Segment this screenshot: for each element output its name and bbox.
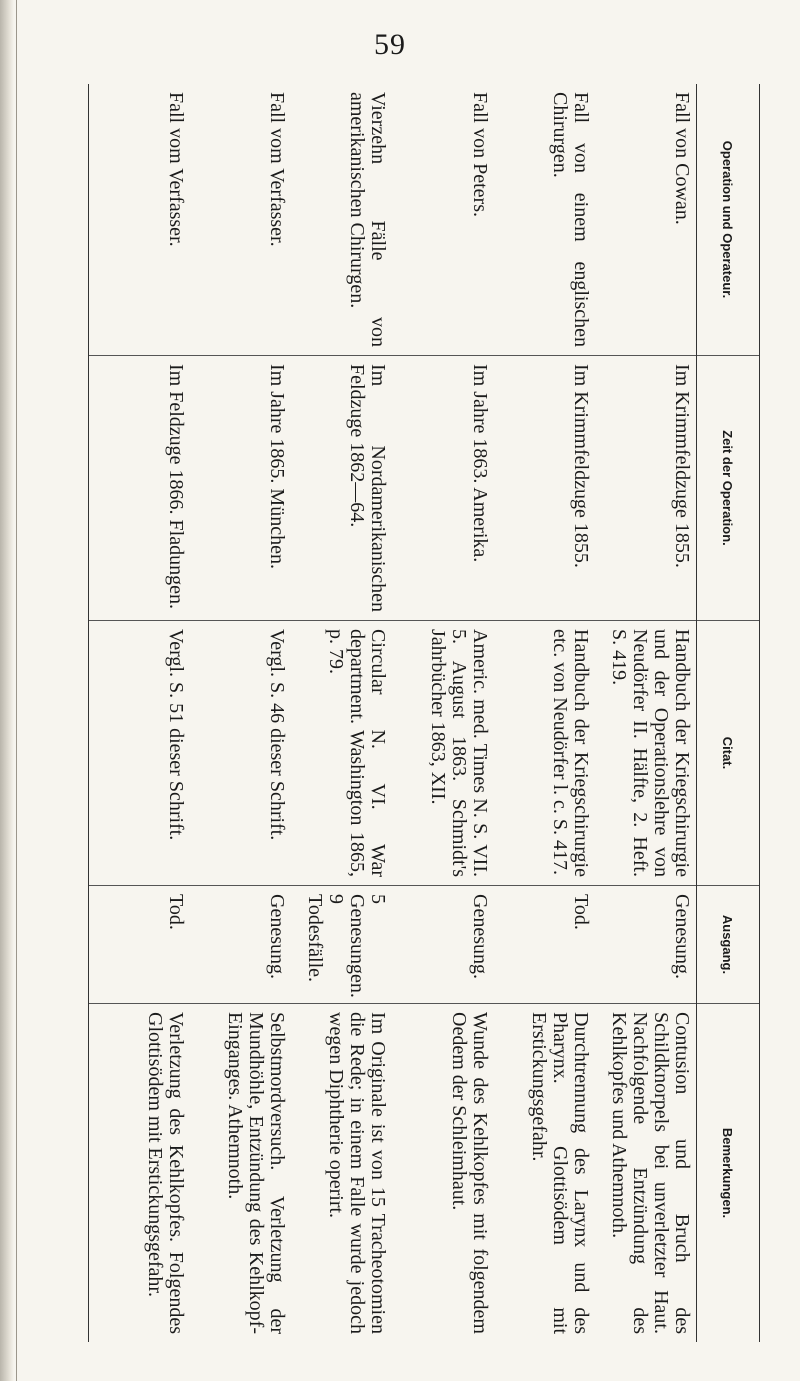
header-outcome: Ausgang. <box>697 886 759 1004</box>
table-row <box>190 84 291 1342</box>
cell-citation: Circular N. VI. War department. Washington 1865, p. 79. <box>291 621 392 886</box>
table-row <box>494 84 595 1342</box>
cell-outcome: Genesung. <box>595 886 696 1004</box>
table-row <box>291 84 392 1342</box>
cell-citation: Handbuch der Kriegschirurgie und der Operationslehre von Neudörfer II. Hälfte, 2. Heft. S. 419. <box>595 621 696 886</box>
cell-outcome: 5 Genesungen. 9 Todesfälle. <box>291 886 392 1004</box>
table-row <box>595 84 696 1342</box>
cell-outcome: Tod. <box>89 886 190 1004</box>
table-row <box>89 84 190 1342</box>
cell-time: Im Krimmfeldzuge 1855. <box>595 356 696 621</box>
cell-citation: Americ. med. Times N. S. VII. 5. August 1863. Schmidt's Jahrbücher 1863, XII. <box>392 621 493 886</box>
cell-outcome: Genesung. <box>190 886 291 1004</box>
cell-citation: Vergl. S. 46 dieser Schrift. <box>190 621 291 886</box>
cell-operation: Fall von einem englischen Chirurgen. <box>494 84 595 356</box>
cell-time: Im Krimmfeldzuge 1855. <box>494 356 595 621</box>
header-operation: Operation und Operateur. <box>697 84 759 356</box>
cell-remarks: Verletzung des Kehlkopfes. Folgendes Glottisödem mit Erstickungsgefahr. <box>144 1012 188 1334</box>
cell-time: Im Jahre 1865. München. <box>190 356 291 621</box>
cell-operation: Fall von Peters. <box>392 84 493 356</box>
header-citation: Citat. <box>697 621 759 886</box>
cell-time: Im Nordamerikanischen Feldzuge 1862—64. <box>291 356 392 621</box>
cell-citation: Handbuch der Kriegschirurgie etc. von Neudörfer l. c. S. 417. <box>494 621 595 886</box>
header-time: Zeit der Operation. <box>697 356 759 621</box>
page-number: 59 <box>374 28 406 61</box>
cell-time: Im Feldzuge 1866. Fladungen. <box>89 356 190 621</box>
cell-remarks: Im Originale ist von 15 Tracheotomien die Rede; in einem Falle wurde jedoch wegen Diphtherie operirt. <box>325 1012 390 1334</box>
cell-operation: Fall von Cowan. <box>595 84 696 356</box>
table-header <box>696 84 759 1342</box>
cell-citation: Vergl. S. 51 dieser Schrift. <box>89 621 190 886</box>
cell-operation: Fall vom Verfasser. <box>89 84 190 356</box>
surgery-case-table <box>88 84 760 1342</box>
cell-operation: Fall vom Verfasser. <box>190 84 291 356</box>
cell-outcome: Genesung. <box>392 886 493 1004</box>
book-binding-edge <box>0 0 14 1381</box>
binding-line <box>16 0 17 1381</box>
cell-remarks: Selbstmordversuch. Verletzung der Mundhöhle, Entzündung des Kehlkopf-Einganges. Athemnoth. <box>224 1012 289 1334</box>
header-remarks: Bemerkungen. <box>720 1127 736 1219</box>
cell-outcome: Tod. <box>494 886 595 1004</box>
table-row <box>392 84 493 1342</box>
cell-remarks: Wunde des Kehlkopfes mit folgendem Oedem der Schleimhaut. <box>447 1012 491 1334</box>
cell-operation: Vierzehn Fälle von amerikanischen Chirurgen. <box>291 84 392 356</box>
cell-time: Im Jahre 1863. Amerika. <box>392 356 493 621</box>
cell-remarks: Contusion und Bruch des Schildknorpels bei unverletzter Haut. Nachfolgende Entzündung des Kehlkopfes und Athemnoth. <box>608 1012 693 1334</box>
cell-remarks: Durchtrennung des Larynx und des Pharynx. Glottisödem mit Erstickungsgefahr. <box>527 1012 592 1334</box>
